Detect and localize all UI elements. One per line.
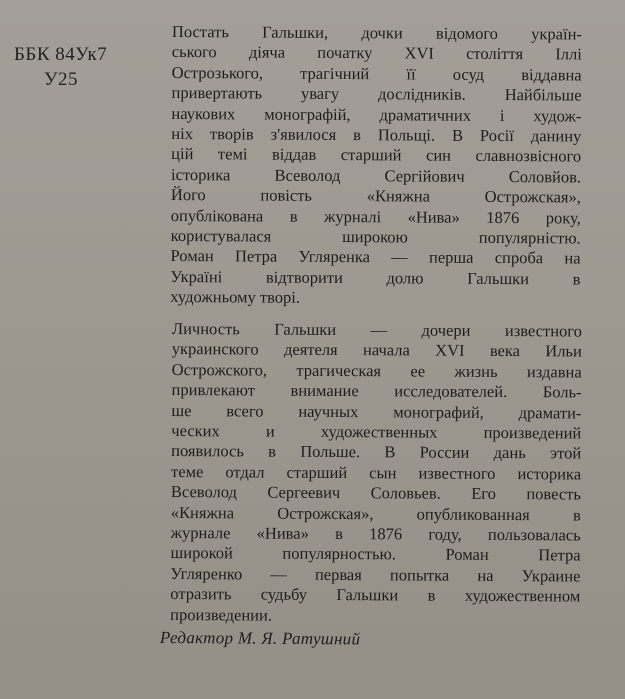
text-line: Його повість «Княжна Острожская», bbox=[170, 185, 581, 207]
text-line: ського діяча початку XVI століття Іллі bbox=[171, 42, 582, 64]
bbk-code: ББК 84Ук7 bbox=[14, 44, 108, 65]
text-line: Постать Гальшки, дочки відомого україн- bbox=[171, 22, 582, 44]
bbk-classification bbox=[14, 42, 107, 92]
text-line: ше всего научных монографий, драмати- bbox=[171, 400, 582, 423]
text-line: широкой популярностью. Роман Петра bbox=[170, 543, 581, 565]
text-line: «Княжна Острожская», опубликованная в bbox=[170, 502, 581, 525]
text-line: історика Всеволод Сергійович Соловйов. bbox=[171, 164, 582, 187]
text-line: появилось в Польше. В России дань этой bbox=[171, 441, 582, 463]
text-line: украинского деятеля начала XVI века Ильи bbox=[171, 339, 582, 361]
text-line: ніх творів з'явилося в Польщі. В Росії данину bbox=[171, 124, 582, 146]
text-line: Острозького, трагічний її осуд віддавна bbox=[171, 62, 582, 85]
text-line: Личность Гальшки — дочери известного bbox=[171, 319, 582, 341]
text-line: Україні відтворити долю Гальшки в bbox=[170, 266, 581, 289]
text-line: ческих и художественных произведений bbox=[171, 421, 582, 443]
text-line: наукових монографій, драматичних і худож- bbox=[171, 103, 582, 126]
author-mark: У25 bbox=[44, 69, 78, 90]
text-line: произведении. bbox=[170, 604, 273, 625]
text-line: отразить судьбу Гальшки в художественном bbox=[170, 584, 581, 606]
text-line: художньому творі. bbox=[170, 287, 301, 308]
text-line: користувалася широкою популярністю. bbox=[170, 226, 581, 248]
text-line: цій темі віддав старший син славнозвісного bbox=[171, 144, 582, 166]
annotation-russian bbox=[170, 319, 582, 628]
text-line: Угляренко — первая попытка на Украине bbox=[170, 563, 581, 586]
text-line: опублікована в журналі «Нива» 1876 року, bbox=[170, 205, 581, 228]
editor-credit: Редактор М. Я. Ратушний bbox=[159, 628, 361, 649]
text-line: привлекают внимание исследователей. Боль- bbox=[171, 380, 582, 402]
annotation-ukrainian bbox=[170, 22, 582, 310]
text-line: привертають увагу дослідників. Найбільше bbox=[171, 83, 582, 105]
text-line: журнале «Нива» в 1876 году, пользовалась bbox=[170, 523, 581, 545]
text-line: теме отдал старший сын известного историка bbox=[171, 461, 582, 484]
text-line: Всеволод Сергеевич Соловьев. Его повесть bbox=[170, 482, 581, 504]
text-line: Острожского, трагическая ее жизнь издавна bbox=[171, 359, 582, 382]
text-line: Роман Петра Угляренка — перша спроба на bbox=[170, 246, 581, 268]
